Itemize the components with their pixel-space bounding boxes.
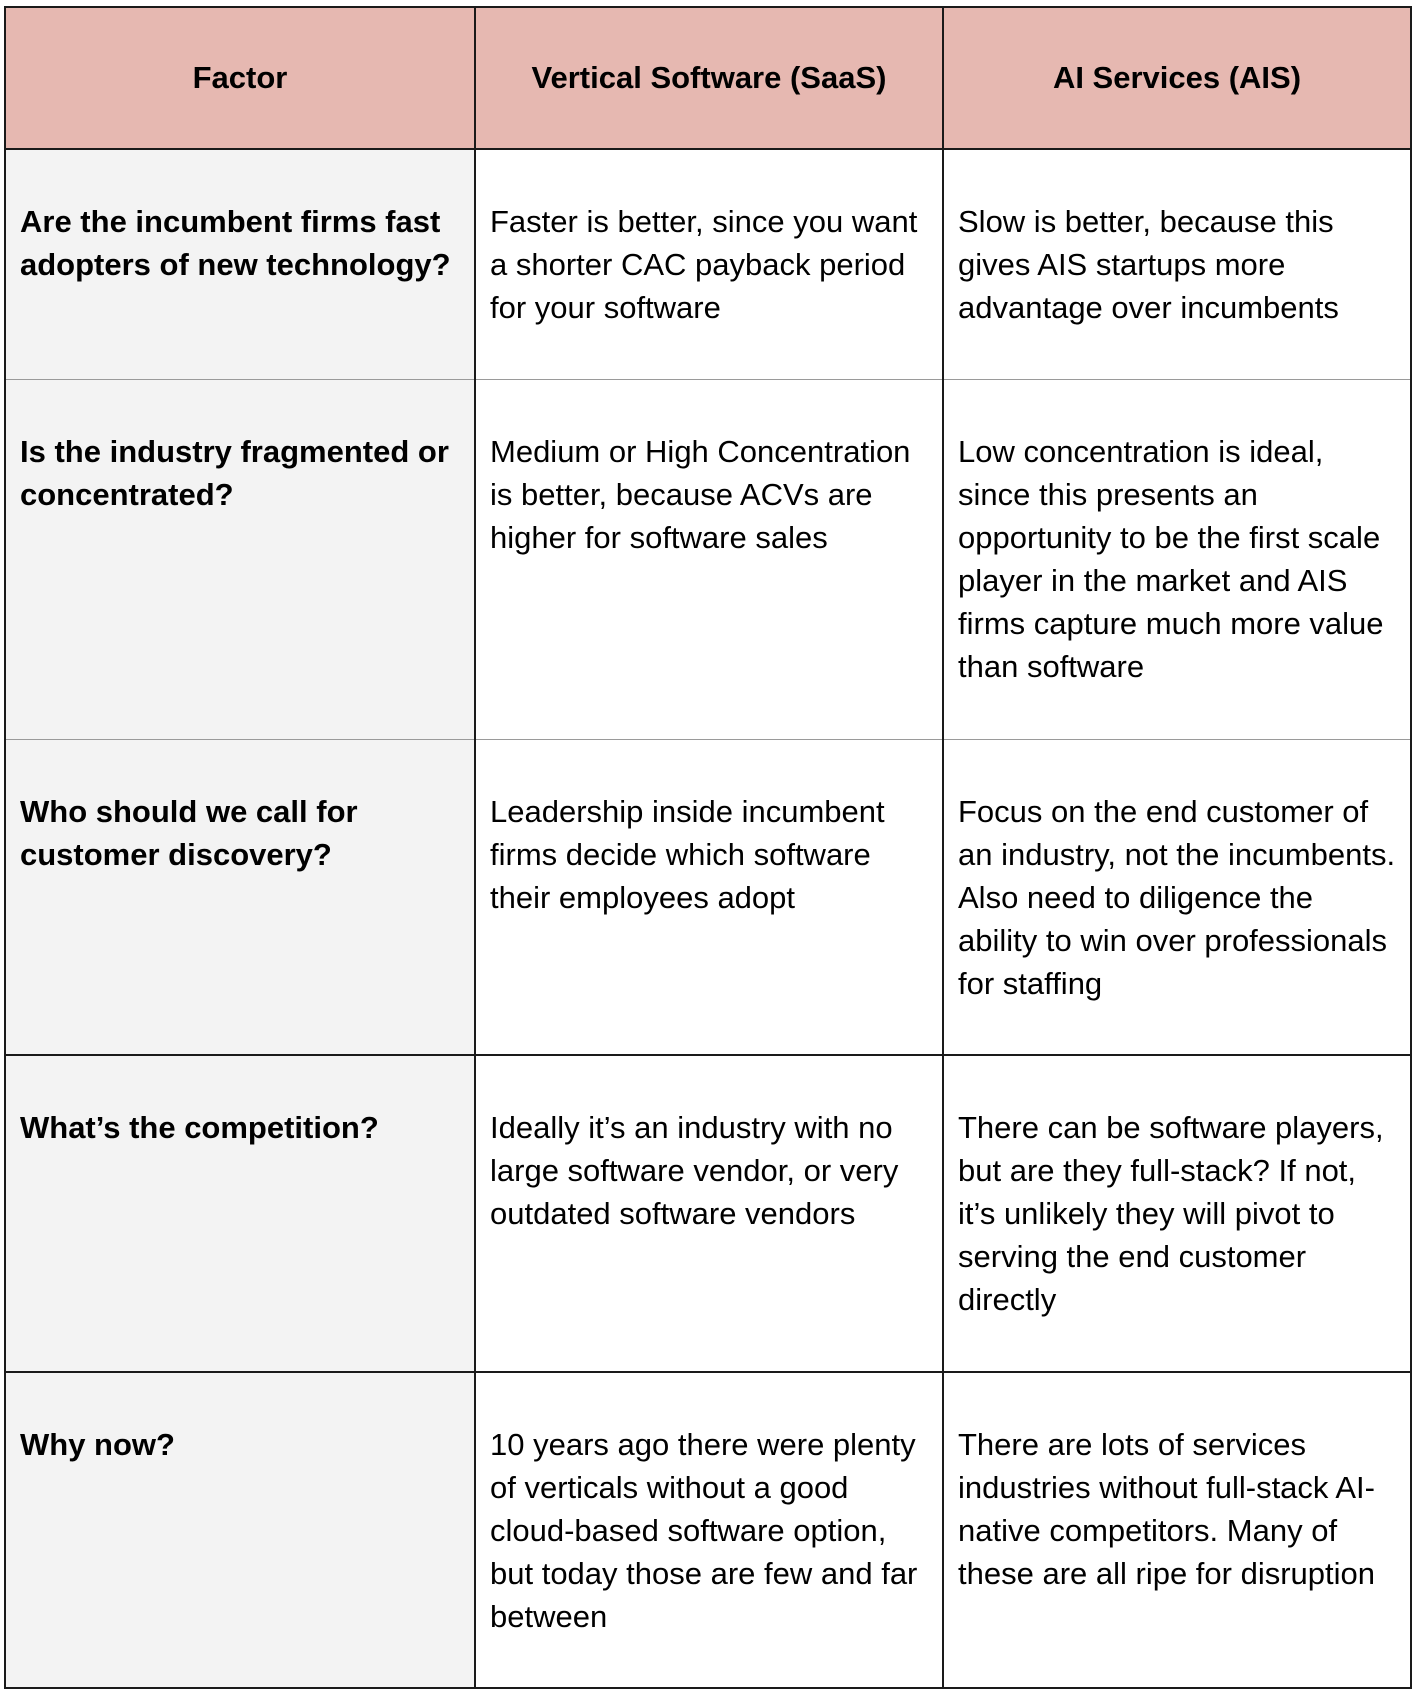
header-ai-services: AI Services (AIS) [943, 7, 1411, 149]
saas-cell: 10 years ago there were plenty of verticals without a good cloud-based software option, but today those are few and far between [475, 1372, 943, 1688]
table-row [5, 149, 1411, 379]
factor-cell: What’s the competition? [5, 1055, 475, 1372]
table-row [5, 1372, 1411, 1688]
factor-cell: Is the industry fragmented or concentrated? [5, 379, 475, 739]
factor-cell: Are the incumbent firms fast adopters of new technology? [5, 149, 475, 379]
table-body [5, 149, 1411, 1688]
saas-cell: Leadership inside incumbent firms decide which software their employees adopt [475, 739, 943, 1055]
table-row [5, 739, 1411, 1055]
table-header [5, 7, 1411, 149]
table-row [5, 1055, 1411, 1372]
ais-cell: Low concentration is ideal, since this presents an opportunity to be the first scale player in the market and AIS firms capture much more value than software [943, 379, 1411, 739]
ais-cell: There can be software players, but are they full-stack? If not, it’s unlikely they will pivot to serving the end customer directly [943, 1055, 1411, 1372]
ais-cell: Focus on the end customer of an industry, not the incumbents. Also need to diligence the ability to win over professionals for staffing [943, 739, 1411, 1055]
saas-cell: Faster is better, since you want a shorter CAC payback period for your software [475, 149, 943, 379]
table-row [5, 379, 1411, 739]
ais-cell: There are lots of services industries without full-stack AI-native competitors. Many of these are all ripe for disruption [943, 1372, 1411, 1688]
factor-cell: Who should we call for customer discovery? [5, 739, 475, 1055]
comparison-table [4, 6, 1412, 1689]
header-vertical-software: Vertical Software (SaaS) [475, 7, 943, 149]
saas-cell: Ideally it’s an industry with no large software vendor, or very outdated software vendors [475, 1055, 943, 1372]
ais-cell: Slow is better, because this gives AIS startups more advantage over incumbents [943, 149, 1411, 379]
header-row [5, 7, 1411, 149]
header-factor: Factor [5, 7, 475, 149]
factor-cell: Why now? [5, 1372, 475, 1688]
saas-cell: Medium or High Concentration is better, because ACVs are higher for software sales [475, 379, 943, 739]
